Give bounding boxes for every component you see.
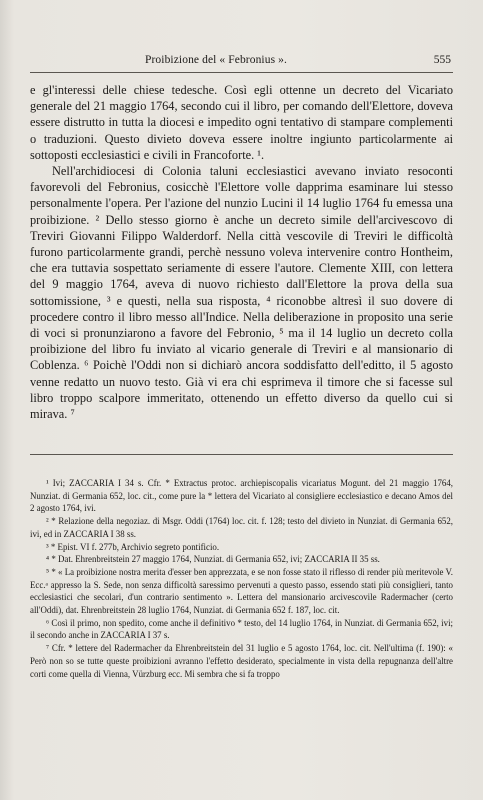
footnote: ¹ Ivi; ZACCARIA I 34 s. Cfr. * Extractus protoc. archiepiscopalis vicariatus Mogunt. del 21 maggio 1764, Nunziat. di Germania 652, loc. cit., come pure la * lettera del Vicariato al consigliere ecclesiastico e decano Amos del 2 agosto 1764, ivi. (30, 478, 453, 514)
paragraph: Nell'archidiocesi di Colonia taluni ecclesiastici avevano inviato resoconti favorevoli del Febronius, cosicchè l'Elettore volle dapprima esaminare lui stesso personalmente l'opera. Per l'azione del nunzio Lucini il 14 luglio 1764 fu emessa una proibizione. ² Dello stesso giorno è anche un decreto simile dell'arcivescovo di Treviri Giovanni Filippo Walderdorf. Nella città vescovile di Treviri le difficoltà furono particolarmente grandi, perchè nessuno voleva intervenire contro Hontheim, che era tuttavia sospettato seriamente di essere l'autore. Clemente XIII, con lettera del 9 maggio 1764, aveva di nuovo richiesto dall'Elettore la prova della sua sottomissione, ³ e questi, nella sua risposta, ⁴ riconobbe altresì il suo dovere di procedere contro il libro messo all'Indice. Nella deliberazione in proposito una serie di voci si pronunziarono a favore del Febronio, ⁵ ma il 14 luglio un decreto colla proibizione del libro fu inviato al vicario generale di Treviri e al mansionario di Coblenza. ⁶ Poichè l'Oddi non si dichiarò ancora soddisfatto dell'editto, il 5 agosto venne redatto un nuovo testo. Già vi era chi esprimeva il timore che si facesse sul libro troppo scalpore immeritato, ottenendo un effetto diverso da quello cui si mirava. ⁷ (30, 164, 453, 422)
footnote: ⁴ * Dat. Ehrenbreitstein 27 maggio 1764, Nunziat. di Germania 652, ivi; ZACCARIA II 35 ss. (46, 554, 380, 565)
paragraph: e gl'interessi delle chiese tedesche. Così egli ottenne un decreto del Vicariato generale del 21 maggio 1764, secondo cui il libro, per comando dell'Elettore, doveva essere distrutto in tutta la diocesi e impedito ogni tentativo di stampare complementi o traduzioni. Questo divieto doveva essere inoltre ingiunto particolarmente ai sottoposti ecclesiastici e civili in Francoforte. ¹. (30, 83, 453, 162)
page-header (30, 52, 453, 73)
footnotes (30, 454, 453, 680)
footnote: ⁶ Così il primo, non spedito, come anche il definitivo * testo, del 14 luglio 1764, in Nunziat. di Germania 652, ivi; il secondo anche in ZACCARIA I 37 s. (30, 617, 453, 641)
footnote: ² * Relazione della negoziaz. di Msgr. Oddi (1764) loc. cit. f. 128; testo del divieto in Nunziat. di Germania 652, ivi, ed in ZACCARIA I 38 ss. (30, 516, 453, 539)
page-number: 555 (433, 54, 451, 66)
running-title: Proibizione del « Febronius ». (145, 54, 287, 66)
footnote: ⁷ Cfr. * lettere del Radermacher da Ehrenbreitstein del 31 luglio e 5 agosto 1764, loc. cit. Nell'ultima (f. 190): « Però non so se tutte queste proibizioni avranno l'effetto desiderato, specialmente in vista della repugnanza dell'altre corti come quella di Vienna, Vürzburg ecc. Mi sembra che si fa troppo (30, 643, 453, 679)
footnote: ⁵ * « La proibizione nostra merita d'esser ben apprezzata, e se non fosse stato il riflesso di render più meritevole V. Ecc.ᵃ appresso la S. Sede, non senza difficoltà saressimo pervenuti a questo passo, essendo stati più consiglieri, tanto ecclesiastici che secolari, d'un contrario sentimento ». Lettera del mansionario arcivescovile Radermacher (certo all'Oddi), dat. Ehrenbreitstein 28 luglio 1764, Nunziat. di Germania 652 f. 187, loc. cit. (30, 566, 453, 616)
main-text (30, 82, 453, 422)
footnote: ³ * Epist. VI f. 277b, Archivio segreto pontificio. (46, 541, 220, 552)
